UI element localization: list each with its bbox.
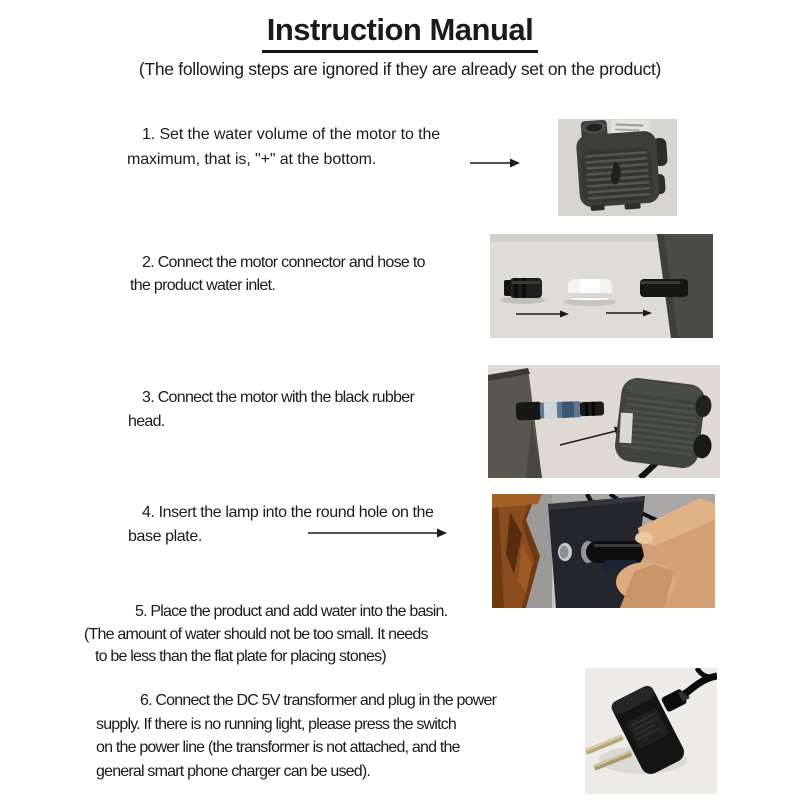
step-4-photo-lamp-insertion	[492, 494, 715, 608]
step-3-line-1: 3. Connect the motor with the black rubber	[142, 389, 415, 406]
step-6-photo-transformer	[585, 668, 717, 794]
step-6-line-3: on the power line (the transformer is not attached, and the	[96, 739, 460, 756]
step-1-line-2: maximum, that is, "+" at the bottom.	[127, 151, 377, 168]
step-1-line-1: 1. Set the water volume of the motor to the	[142, 126, 441, 143]
step-2-line-2: the product water inlet.	[130, 277, 276, 294]
step-1-photo-pump-motor	[558, 119, 677, 216]
step-5-line-3: to be less than the flat plate for placing stones)	[95, 648, 386, 665]
step-6-line-1: 6. Connect the DC 5V transformer and plug in the power	[140, 692, 497, 709]
right-arrow-icon	[306, 524, 448, 542]
step-5-line-2: (The amount of water should not be too small. It needs	[84, 625, 428, 643]
step-1	[84, 122, 440, 172]
right-arrow-icon	[468, 153, 520, 171]
step-5	[84, 601, 447, 669]
step-2-photo-connector-hose	[490, 234, 713, 338]
step-3-photo-motor-rubber-head	[488, 365, 720, 478]
page-subtitle: (The following steps are ignored if they are already set on the product)	[138, 59, 662, 79]
step-2	[84, 251, 425, 297]
step-3-line-2: head.	[128, 413, 165, 430]
step-4-line-2: base plate.	[128, 528, 202, 545]
step-6-line-2: supply. If there is no running light, please press the switch	[96, 715, 457, 733]
step-2-line-1: 2. Connect the motor connector and hose to	[142, 254, 425, 271]
page-title-text: Instruction Manual	[262, 12, 539, 53]
step-4-line-1: 4. Insert the lamp into the round hole on the	[142, 504, 434, 521]
step-3	[84, 386, 414, 434]
step-6-line-4: general smart phone charger can be used).	[96, 762, 371, 780]
step-6	[84, 689, 496, 783]
page-title	[0, 12, 800, 53]
step-5-line-1: 5. Place the product and add water into the basin.	[135, 603, 448, 620]
